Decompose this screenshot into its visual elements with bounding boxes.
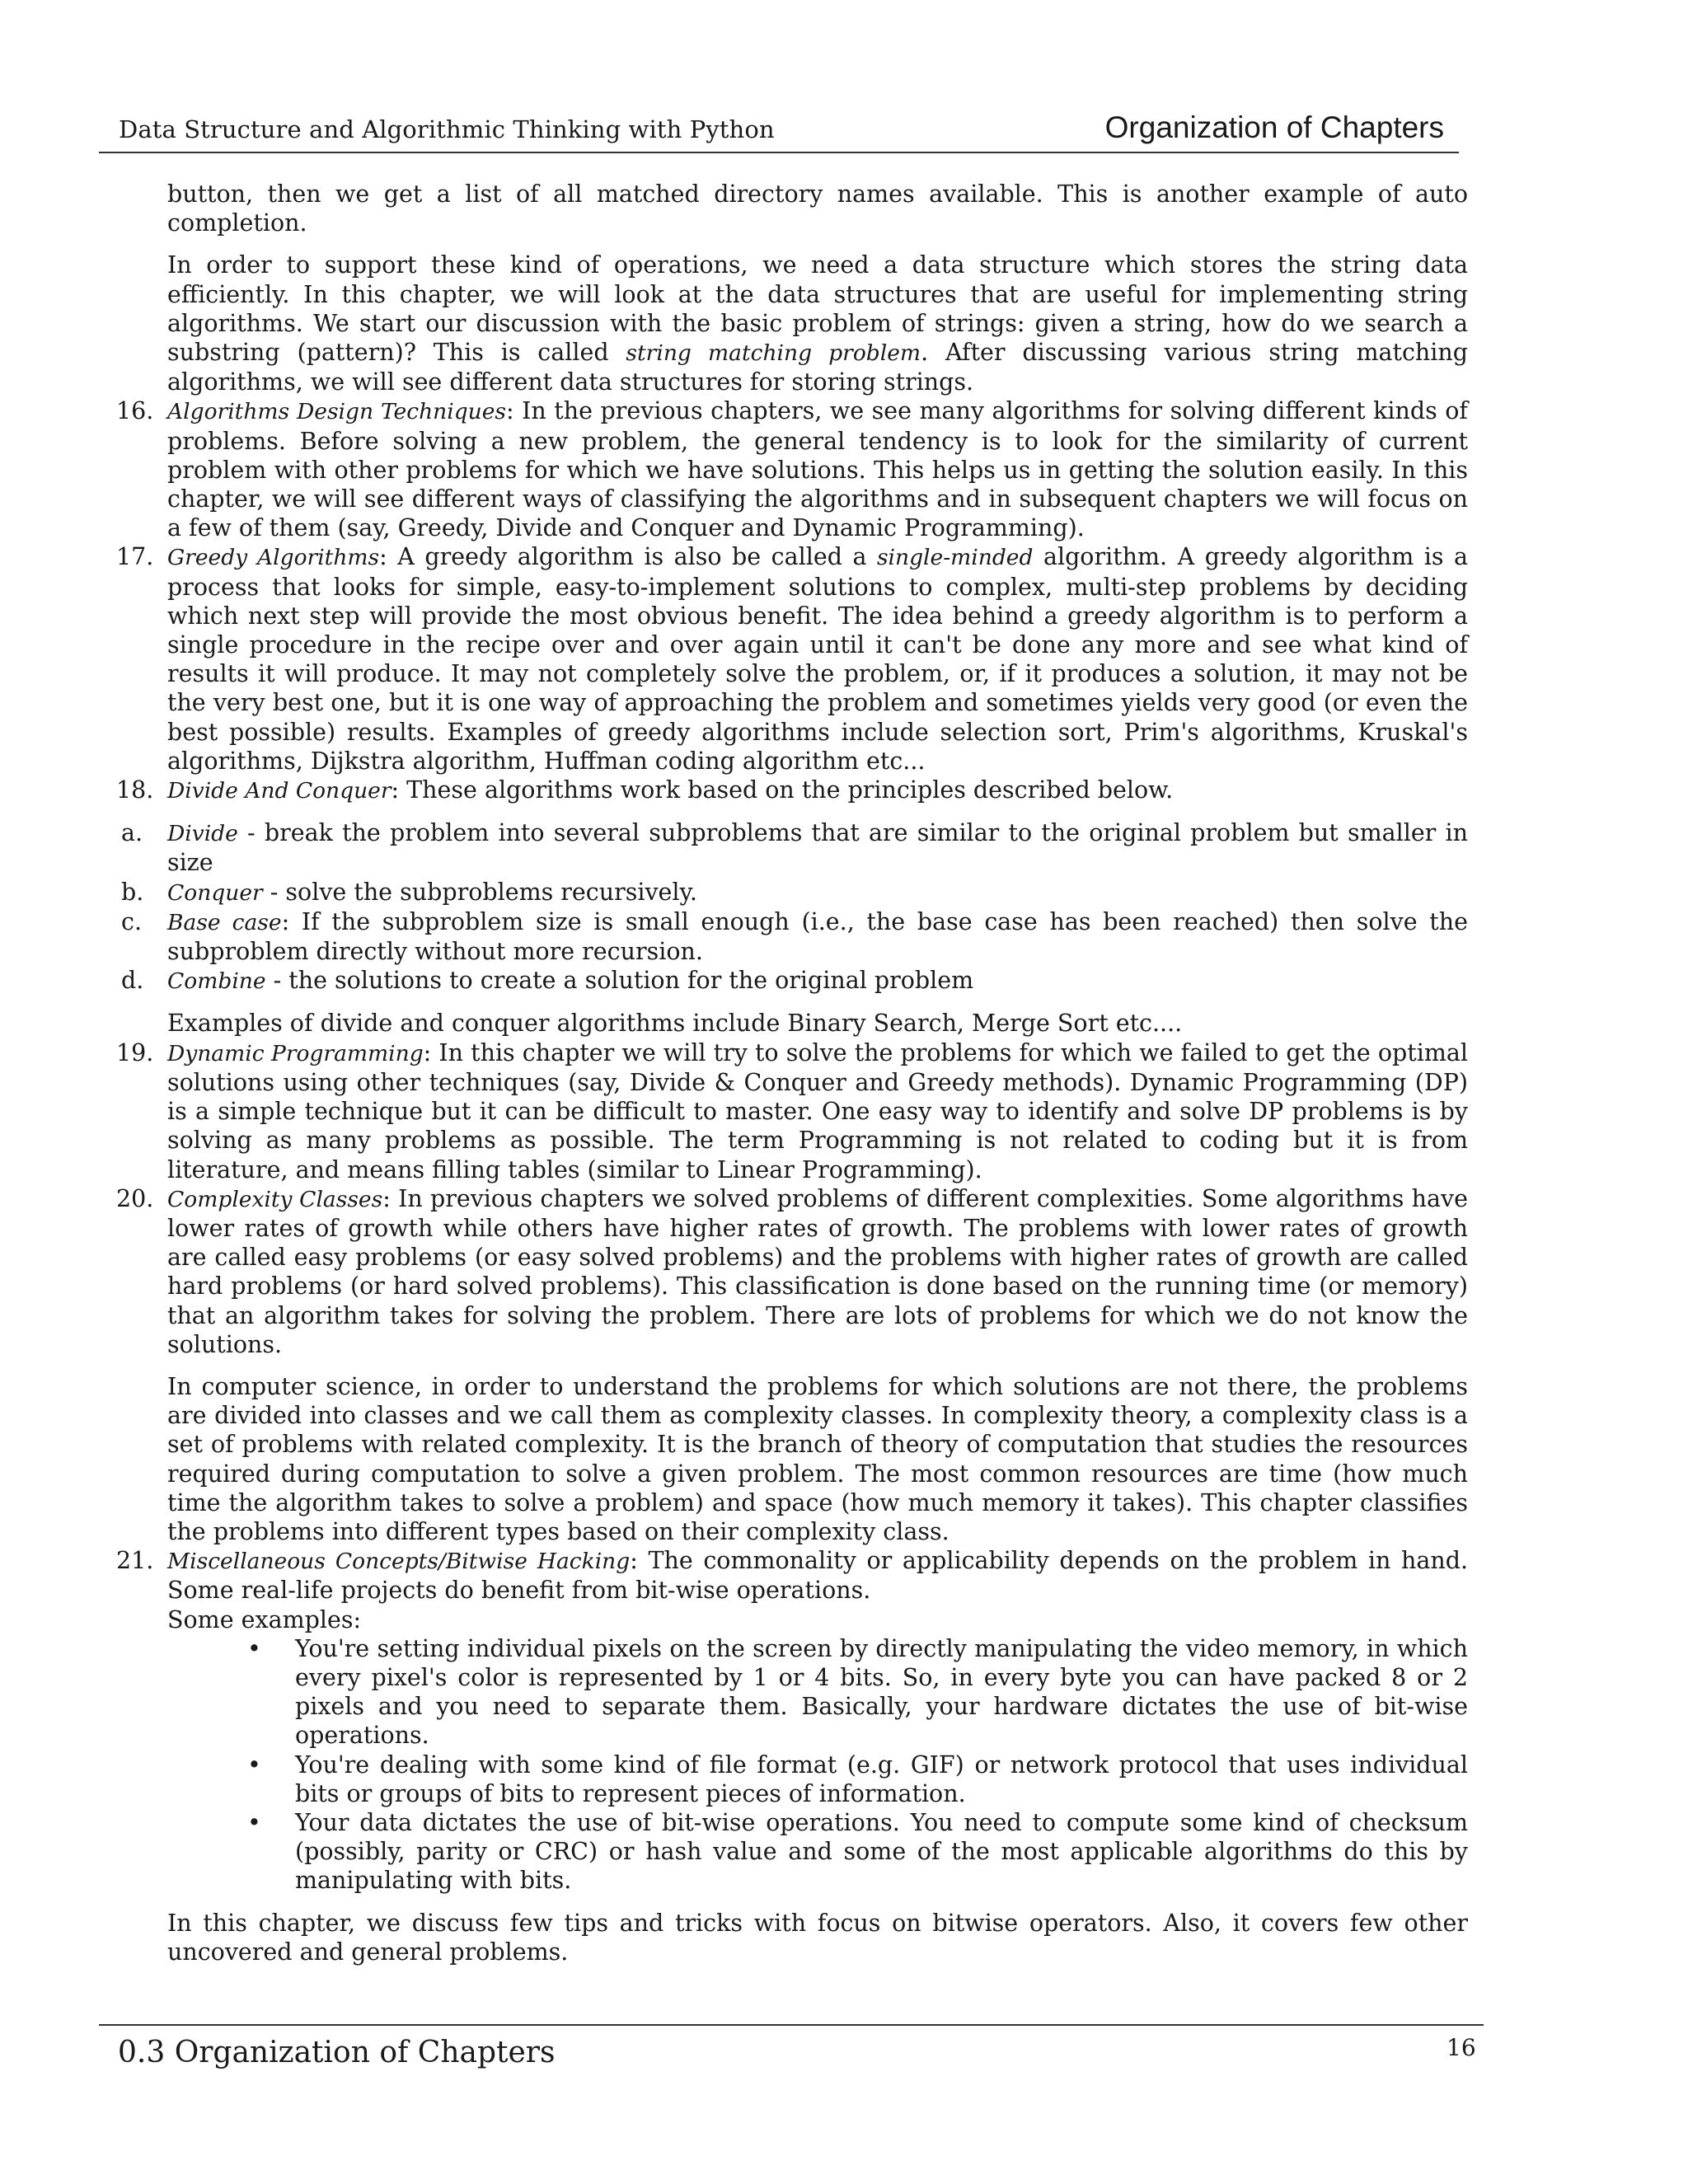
bullet-icon: • xyxy=(247,1750,261,1779)
bullet-item: • You're setting individual pixels on the screen by directly manipulating the video memory, in which every pixel's color is represented by 1 or 4 bits. So, in every byte you can have packed 8 or 2 pixels and you need to separate them. Basically, your hardware dictates the use of bit-wise operations. xyxy=(247,1634,1468,1750)
sub-item-a: a. Divide - break the problem into several subproblems that are similar to the original problem but smaller in size xyxy=(121,819,1468,877)
paragraph-continuation: button, then we get a list of all matched directory names available. This is another example of auto completion. xyxy=(167,180,1468,237)
item-title: Dynamic Programming xyxy=(167,1040,424,1066)
page-number: 16 xyxy=(1447,2034,1476,2061)
list-item-21: 21. Miscellaneous Concepts/Bitwise Hacking: The commonality or applicability depends on the problem in hand. Some real-life projects do benefit from bit-wise operations. xyxy=(116,1547,1468,1605)
item-title: Complexity Classes xyxy=(167,1186,383,1212)
emphasis-string-matching: string matching problem xyxy=(626,340,921,367)
list-item-19: 19. Dynamic Programming: In this chapter we will try to solve the problems for which we failed to get the optimal solutions using other techniques (say, Divide & Conquer and Greedy methods). Dynamic Programming (DP) is a simple technique but it can be difficult to master. One easy way to identify and solve DP problems is by solving as many problems as possible. The term Programming is not related to coding but it is from literature, and means filling tables (similar to Linear Programming). xyxy=(116,1038,1468,1183)
footer-rule xyxy=(99,2024,1484,2026)
bullet-item: • You're dealing with some kind of file format (e.g. GIF) or network protocol that uses individual bits or groups of bits to represent pieces of information. xyxy=(247,1750,1468,1807)
page-header xyxy=(99,102,1459,153)
sub-item-b: b. Conquer - solve the subproblems recursively. xyxy=(121,878,697,906)
paragraph-dc-examples: Examples of divide and conquer algorithms include Binary Search, Merge Sort etc.... xyxy=(167,1010,1183,1038)
bullet-item: • Your data dictates the use of bit-wise operations. You need to compute some kind of checksum (possibly, parity or CRC) or hash value and some of the most applicable algorithms do this by manipulating with bits. xyxy=(247,1808,1468,1895)
item-title: Greedy Algorithms xyxy=(167,545,380,571)
book-title: Data Structure and Algorithmic Thinking with Python xyxy=(119,115,775,143)
chapter-title: Organization of Chapters xyxy=(1104,110,1444,144)
paragraph-strings: In order to support these kind of operations, we need a data structure which stores the string data efficiently. In this chapter, we will look at the data structures that are useful for implementing string algorithms. We start our discussion with the basic problem of strings: given a string, how do we search a substring (pattern)? This is called string matching problem. After discussing various string matching algorithms, we will see different data structures for storing strings. xyxy=(167,251,1468,396)
sub-item-d: d. Combine - the solutions to create a solution for the original problem xyxy=(121,967,974,995)
examples-label: Some examples: xyxy=(167,1605,362,1633)
bullet-icon: • xyxy=(247,1808,261,1836)
footer-section: 0.3 Organization of Chapters xyxy=(118,2036,556,2069)
list-item-16: 16. Algorithms Design Techniques: In the previous chapters, we see many algorithms for solving different kinds of problems. Before solving a new problem, the general tendency is to look for the similarity of current problem with other problems for which we have solutions. This helps us in getting the solution easily. In this chapter, we will see different ways of classifying the algorithms and in subsequent chapters we will focus on a few of them (say, Greedy, Divide and Conquer and Dynamic Programming). xyxy=(116,397,1468,542)
bullet-list xyxy=(247,1634,1468,1896)
list-item-20: 20. Complexity Classes: In previous chapters we solved problems of different complexities. Some algorithms have lower rates of growth while others have higher rates of growth. The problems with lower rates of growth are called easy problems (or easy solved problems) and the problems with higher rates of growth are called hard problems (or hard solved problems). This classification is done based on the running time (or memory) that an algorithm takes for solving the problem. There are lots of problems for which we do not know the solutions. xyxy=(116,1184,1468,1358)
paragraph-closing: In this chapter, we discuss few tips and tricks with focus on bitwise operators. Also, it covers few other uncovered and general problems. xyxy=(167,1909,1468,1966)
item-title: Algorithms Design Techniques xyxy=(167,399,507,425)
sub-item-c: c. Base case: If the subproblem size is small enough (i.e., the base case has been reached) then solve the subproblem directly without more recursion. xyxy=(121,907,1468,966)
list-item-18: 18. Divide And Conquer: These algorithms work based on the principles described below. xyxy=(116,776,1174,804)
list-item-17: 17. Greedy Algorithms: A greedy algorithm is also be called a single-minded algorithm. A greedy algorithm is a process that looks for simple, easy-to-implement solutions to complex, multi-step problems by deciding which next step will provide the most obvious benefit. The idea behind a greedy algorithm is to perform a single procedure in the recipe over and over again until it can't be done any more and see what kind of results it will produce. It may not completely solve the problem, or, if it produces a solution, it may not be the very best one, but it is one way of approaching the problem and sometimes yields very good (or even the best possible) results. Examples of greedy algorithms include selection sort, Prim's algorithms, Kruskal's algorithms, Dijkstra algorithm, Huffman coding algorithm etc... xyxy=(116,543,1468,775)
item-title: Miscellaneous Concepts/Bitwise Hacking xyxy=(167,1549,631,1575)
sub-list xyxy=(121,818,1468,996)
paragraph-complexity: In computer science, in order to understand the problems for which solutions are not there, the problems are divided into classes and we call them as complexity classes. In complexity theory, a complexity class is a set of problems with related complexity. It is the branch of theory of computation that studies the resources required during computation to solve a given problem. The most common resources are time (how much time the algorithm takes to solve a problem) and space (how much memory it takes). This chapter classifies the problems into different types based on their complexity class. xyxy=(167,1372,1468,1545)
bullet-icon: • xyxy=(247,1634,261,1662)
page-body xyxy=(116,180,1468,1966)
item-title: Divide And Conquer xyxy=(167,778,392,804)
